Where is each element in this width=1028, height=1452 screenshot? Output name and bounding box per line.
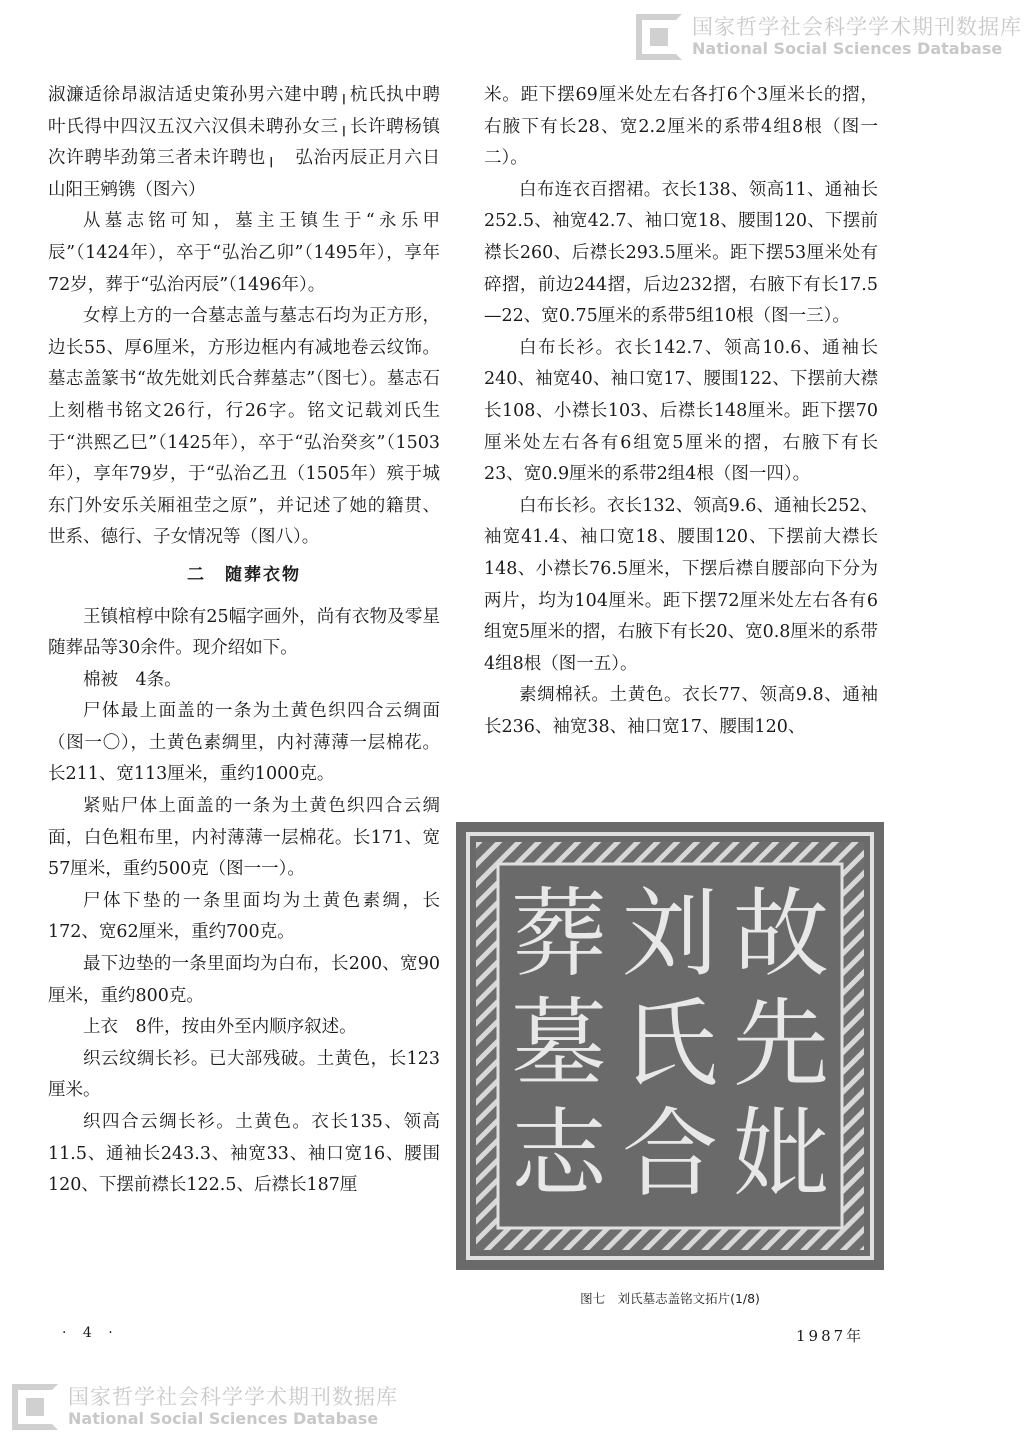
left-column-paragraphs-after [48, 602, 440, 1202]
seal-character: 先 [733, 988, 829, 1100]
watermark-en: National Social Sciences Database [692, 39, 1003, 58]
paragraph: 米。距下摆69厘米处左右各打6个3厘米长的摺，右腋下有长28、宽2.2厘米的系带4组8根（图一二）。 [484, 85, 878, 169]
left-column-paragraphs [48, 80, 475, 554]
seal-character: 葬 [511, 878, 607, 990]
watermark-cn: 国家哲学社会科学学术期刊数据库 [692, 15, 1022, 39]
seal-character: 故 [733, 878, 829, 990]
paragraph: 上衣 8件，按由外至内顺序叙述。 [83, 1017, 357, 1038]
paragraph: 女椁上方的一合墓志盖与墓志石均为正方形，边长55、厚6厘米，方形边框内有减地卷云纹饰。墓志盖篆书“故先妣刘氏合葬墓志”（图七）。墓志石上刻楷书铭文26行，行26字。铭文记载刘氏生于“洪熙乙巳”（1425年），卒于“弘治癸亥”（1503年），享年79岁，于“弘治乙丑（1505年）殡于城东门外安乐关厢祖茔之原”，并记述了她的籍贯、世系、德行、子女情况等（图八）。 [48, 306, 440, 548]
paragraph: 白布长衫。衣长142.7、领高10.6、通袖长240、袖宽40、袖口宽17、腰围122、下摆前大襟长108、小襟长103、后襟长148厘米。距下摆70厘米处左右各有6组宽5厘米的摺，右腋下有长23、宽0.9厘米的系带2组4根（图一四）。 [484, 337, 878, 485]
right-column [484, 80, 878, 743]
paragraph: 棉被 4条。 [83, 669, 182, 690]
paragraph: 从墓志铭可知，墓主王镇生于“永乐甲辰”（1424年），卒于“弘治乙卯”（1495年），享年72岁，葬于“弘治丙辰”（1496年）。 [48, 211, 440, 295]
page-number: · 4 · [62, 1325, 119, 1341]
paragraph: 织云纹绸长衫。已大部残破。土黄色，长123厘米。 [48, 1048, 440, 1101]
journal-year: 1987年 [796, 1327, 865, 1345]
right-column-paragraphs [484, 80, 878, 743]
paragraph: 织四合云绸长衫。土黄色。衣长135、领高11.5、通袖长243.3、袖宽33、袖口宽16、腰围120、下摆前襟长122.5、后襟长187厘 [48, 1112, 440, 1196]
paragraph: 最下边垫的一条里面均为白布，长200、宽90厘米，重约800克。 [48, 954, 440, 1006]
figure-caption: 图七 刘氏墓志盖铭文拓片(1/8) [580, 1291, 760, 1306]
watermark-top [636, 14, 1022, 60]
seal-character: 墓 [511, 988, 607, 1100]
paragraph: 淑濂适徐昂淑洁适史策孙男六建中聘╷杭氏执中聘叶氏得中四汉五汉六汉俱未聘孙女三╷长许聘杨镇次许聘毕劲第三者未许聘也╷ 弘治丙辰正月六日 山阳王鹓镌（图六） [48, 85, 475, 200]
database-logo-icon [636, 14, 682, 60]
paragraph: 尸体最上面盖的一条为土黄色织四合云绸面（图一〇），土黄色素绸里，内衬薄薄一层棉花。长211、宽113厘米，重约1000克。 [48, 701, 440, 785]
watermark-bottom [12, 1384, 398, 1430]
watermark-cn-bottom: 国家哲学社会科学学术期刊数据库 [68, 1385, 398, 1409]
seal-character: 妣 [733, 1098, 829, 1210]
watermark-en-bottom: National Social Sciences Database [68, 1409, 379, 1428]
inscription-rubbing-figure [456, 822, 884, 1270]
paragraph: 白布连衣百摺裙。衣长138、领高11、通袖长252.5、袖宽42.7、袖口宽18、腰围120、下摆前襟长260、后襟长293.5厘米。距下摆53厘米处有碎摺，前边244摺，后边232摺，右腋下有长17.5—22、宽0.75厘米的系带5组10根（图一三）。 [484, 179, 878, 327]
seal-character: 刘 [622, 878, 718, 990]
section-heading: 二 随葬衣物 [187, 564, 301, 585]
seal-character: 志 [511, 1098, 607, 1210]
seal-character: 氏 [622, 988, 718, 1100]
paragraph: 白布长衫。衣长132、领高9.6、通袖长252、袖宽41.4、袖口宽18、腰围120、下摆前大襟长148、小襟长76.5厘米，下摆后襟自腰部向下分为两片，均为104厘米。距下摆72厘米处左右各有6组宽5厘米的摺，右腋下有长20、宽0.8厘米的系带4组8根（图一五）。 [484, 495, 878, 674]
paragraph: 素绸棉袄。土黄色。衣长77、领高9.8、通袖长236、袖宽38、袖口宽17、腰围120、 [484, 685, 878, 737]
paragraph: 尸体下垫的一条里面均为土黄色素绸，长172、宽62厘米，重约700克。 [48, 890, 440, 943]
seal-character: 合 [622, 1098, 718, 1210]
left-column [48, 80, 475, 1202]
paragraph: 紧贴尸体上面盖的一条为土黄色织四合云绸面，白色粗布里，内衬薄薄一层棉花。长171、宽57厘米，重约500克（图一一）。 [48, 796, 440, 880]
database-logo-icon-bottom [12, 1384, 58, 1430]
paragraph: 王镇棺椁中除有25幅字画外，尚有衣物及零星随葬品等30余件。现介绍如下。 [48, 606, 440, 659]
rubbing-image [456, 822, 884, 1270]
